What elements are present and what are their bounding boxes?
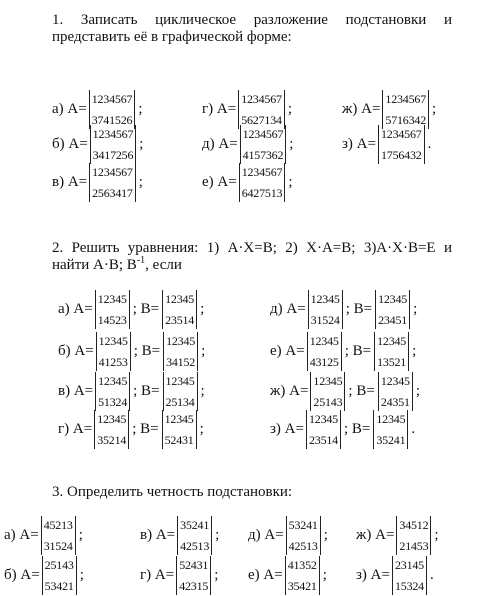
task-3-text: 3. Определить четность подстановки: (52, 484, 293, 500)
task-2-item-v (58, 372, 205, 411)
item-end: ; (413, 301, 418, 317)
item-label: е) A= (270, 343, 305, 359)
task-1-item-zh (342, 90, 436, 129)
item-end: ; (214, 567, 219, 583)
task-2-item-z (270, 410, 415, 449)
item-separator: ; B= (344, 343, 372, 359)
item-label: г) A= (140, 567, 175, 583)
task-3-item-b (4, 556, 84, 595)
task-3-heading (52, 484, 452, 501)
item-end: ; (138, 174, 143, 190)
item-label: а) A= (4, 527, 39, 543)
permutation-matrix-a: 12345 23514 (306, 410, 341, 449)
permutation-matrix: 1234567 4157362 (240, 125, 287, 164)
permutation-matrix: 52431 42315 (176, 556, 211, 595)
item-end: ; (432, 101, 437, 117)
task-2-superscript: -1 (136, 255, 146, 266)
item-end: ; (199, 421, 204, 437)
item-separator: ; B= (348, 383, 375, 399)
task-2-heading (52, 240, 452, 274)
item-label: ж) A= (342, 101, 381, 117)
permutation-matrix-a: 12345 41253 (96, 332, 131, 371)
permutation-matrix: 1234567 2563417 (89, 163, 136, 202)
permutation-matrix: 1234567 5716342 (382, 90, 429, 129)
task-1-item-d (202, 125, 293, 164)
item-label: в) A= (140, 527, 176, 543)
item-end: ; (412, 343, 417, 359)
permutation-matrix: 34512 21453 (396, 516, 431, 555)
item-separator: ; B= (132, 421, 159, 437)
item-end: ; (79, 567, 84, 583)
item-end: ; (415, 383, 420, 399)
task-1-item-z (342, 125, 431, 164)
permutation-matrix: 41352 35421 (285, 556, 320, 595)
permutation-matrix-b: 12345 23451 (375, 290, 410, 329)
item-label: г) A= (58, 421, 93, 437)
permutation-matrix: 1234567 3741526 (89, 90, 136, 129)
item-label: б) A= (4, 567, 40, 583)
task-3-item-e (248, 556, 327, 595)
task-3-item-v (140, 516, 219, 555)
task-1-item-e (202, 163, 292, 202)
task-3-item-zh (356, 516, 439, 555)
permutation-matrix-b: 12345 24351 (378, 372, 413, 411)
permutation-matrix-a: 12345 31524 (308, 290, 343, 329)
item-label: б) A= (52, 136, 88, 152)
item-label: з) A= (270, 421, 304, 437)
item-label: ж) A= (356, 527, 395, 543)
permutation-matrix-b: 12345 34152 (163, 332, 198, 371)
item-label: е) A= (248, 567, 283, 583)
item-end: ; (138, 101, 143, 117)
item-end: ; (215, 527, 220, 543)
permutation-matrix: 1234567 6427513 (239, 163, 286, 202)
item-separator: ; B= (345, 301, 373, 317)
item-end: ; (289, 136, 294, 152)
item-end: ; (288, 174, 293, 190)
item-end: ; (434, 527, 439, 543)
permutation-matrix: 35241 42513 (177, 516, 212, 555)
item-label: в) A= (58, 383, 94, 399)
permutation-matrix: 1234567 3417256 (90, 125, 137, 164)
item-separator: ; B= (133, 343, 161, 359)
task-2-text-tail: , если (145, 257, 182, 273)
task-3-item-d (248, 516, 328, 555)
permutation-matrix-a: 12345 43125 (307, 332, 342, 371)
item-separator: ; B= (132, 301, 160, 317)
item-separator: ; B= (133, 383, 160, 399)
item-end: ; (323, 527, 328, 543)
permutation-matrix: 25143 53421 (42, 556, 77, 595)
item-label: а) A= (58, 301, 93, 317)
item-label: д) A= (248, 527, 284, 543)
item-end: ; (78, 527, 83, 543)
permutation-matrix-a: 12345 35214 (94, 410, 129, 449)
task-2-item-d (270, 290, 417, 329)
item-label: е) A= (202, 174, 237, 190)
permutation-matrix: 1234567 1756432 (378, 125, 425, 164)
task-1-item-g (202, 90, 292, 129)
task-1-item-v (52, 163, 143, 202)
task-3-item-z (356, 556, 434, 595)
item-label: з) A= (342, 136, 376, 152)
permutation-matrix: 45213 31524 (41, 516, 76, 555)
task-1-text: 1. Записать циклическое разложение подстановки и представить её в графической форме: (52, 12, 452, 45)
item-end: . (411, 421, 416, 437)
item-label: в) A= (52, 174, 88, 190)
item-end: ; (201, 343, 206, 359)
task-2-item-a (58, 290, 204, 329)
task-1-item-b (52, 125, 143, 164)
item-end: ; (322, 567, 327, 583)
task-3-item-a (4, 516, 83, 555)
task-1-item-a (52, 90, 142, 129)
permutation-matrix-b: 12345 25134 (163, 372, 198, 411)
task-2-item-b (58, 332, 205, 371)
task-1-heading (52, 12, 452, 46)
item-end: ; (287, 101, 292, 117)
task-3-item-g (140, 556, 218, 595)
item-label: д) A= (202, 136, 238, 152)
item-label: з) A= (356, 567, 390, 583)
item-label: б) A= (58, 343, 94, 359)
task-2-item-g (58, 410, 204, 449)
item-separator: ; B= (343, 421, 371, 437)
permutation-matrix: 53241 42513 (286, 516, 321, 555)
item-end: . (429, 567, 434, 583)
permutation-matrix-b: 12345 52431 (162, 410, 197, 449)
item-end: ; (200, 383, 205, 399)
permutation-matrix-a: 12345 51324 (95, 372, 130, 411)
permutation-matrix-b: 12345 35241 (373, 410, 408, 449)
task-2-item-zh (270, 372, 420, 411)
permutation-matrix-a: 12345 25143 (310, 372, 345, 411)
item-label: г) A= (202, 101, 237, 117)
task-2-item-e (270, 332, 416, 371)
permutation-matrix-b: 12345 23514 (162, 290, 197, 329)
item-label: д) A= (270, 301, 306, 317)
item-label: ж) A= (270, 383, 309, 399)
permutation-matrix-a: 12345 14523 (95, 290, 130, 329)
item-end: ; (139, 136, 144, 152)
task-2-text: 2. Решить уравнения: 1) A·X=B; 2) X·A=B; 3)A·X·B=E и найти A·B; B (52, 240, 452, 273)
item-end: ; (200, 301, 205, 317)
permutation-matrix: 1234567 5627134 (238, 90, 285, 129)
permutation-matrix: 23145 15324 (392, 556, 427, 595)
permutation-matrix-b: 12345 13521 (374, 332, 409, 371)
item-label: а) A= (52, 101, 87, 117)
item-end: . (427, 136, 432, 152)
